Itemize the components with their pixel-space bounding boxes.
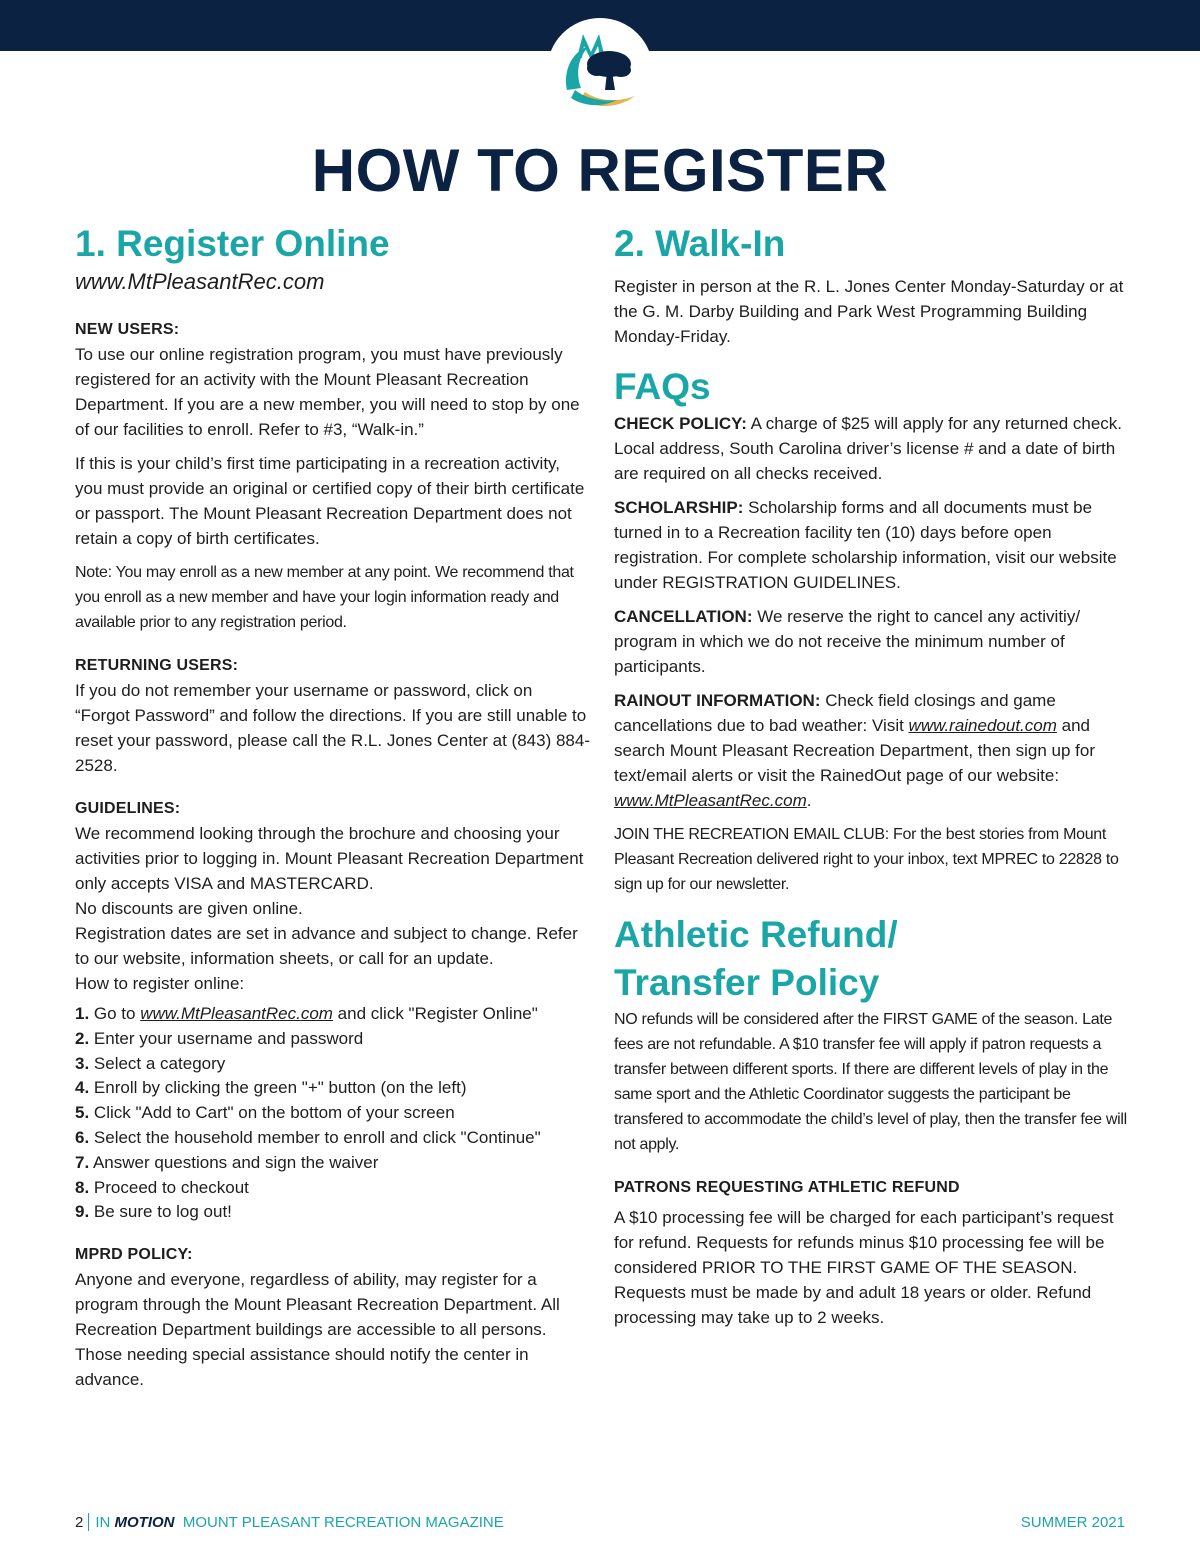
new-users-text: To use our online registration program, you must have previously registered for an activity with the Mount Pleasant Recreation Department. If you are a new member, you will need to stop by one of our facilities to enroll. Refer to #3, “Walk-in.” — [75, 345, 580, 439]
rainedout-link[interactable]: www.rainedout.com — [908, 716, 1057, 735]
list-item: 3. Select a category — [75, 1053, 226, 1073]
guidelines-text-1: We recommend looking through the brochure and choosing your activities prior to logging in. Mount Pleasant Recreation Department only accepts VISA and MASTERCARD. — [75, 824, 584, 893]
list-item: 4. Enroll by clicking the green "+" button (on the left) — [75, 1078, 467, 1098]
guidelines-text-3: Registration dates are set in advance and subject to change. Refer to our website, information sheets, or call for an update. — [75, 924, 578, 968]
refund-heading: Athletic Refund/ Transfer Policy — [614, 914, 898, 1003]
walk-in-text: Register in person at the R. L. Jones Center Monday-Saturday or at the G. M. Darby Building and Park West Programming Building Monday-Friday. — [614, 277, 1124, 346]
page-number: 2 — [75, 1514, 84, 1531]
register-online-heading: 1. Register Online — [75, 223, 390, 264]
website-url: www.MtPleasantRec.com — [75, 269, 325, 294]
list-item: 1. Go to www.MtPleasantRec.com and click "Register Online" — [75, 1004, 538, 1023]
new-users-label: NEW USERS: — [75, 321, 180, 338]
footer-divider — [88, 1513, 89, 1531]
patrons-refund-label: PATRONS REQUESTING ATHLETIC REFUND — [614, 1179, 960, 1196]
returning-users-label: RETURNING USERS: — [75, 657, 239, 674]
email-club-text: JOIN THE RECREATION EMAIL CLUB: For the best stories from Mount Pleasant Recreation delivered right to your inbox, text MPREC to 22828 to sign up for our newsletter. — [614, 826, 1119, 893]
returning-users-text: If you do not remember your username or password, click on “Forgot Password” and follow the directions. If you are still unable to reset your password, please call the R.L. Jones Center at (843) 884-2528. — [75, 681, 590, 775]
website-link[interactable]: www.MtPleasantRec.com — [614, 791, 807, 810]
guidelines-text-2: No discounts are given online. — [75, 899, 303, 918]
patrons-refund-text: A $10 processing fee will be charged for each participant’s request for refund. Requests for refunds minus $10 processing fee will be considered PRIOR TO THE FIRST GAME OF THE SEASON. Requests must be made by and adult 18 years or older. Refund processing may take up to 2 weeks. — [614, 1208, 1114, 1327]
enroll-note: Note: You may enroll as a new member at any point. We recommend that you enroll as a new member and have your login information ready and available prior to any registration period. — [75, 564, 574, 631]
list-item: 8. Proceed to checkout — [75, 1177, 249, 1197]
scholarship-policy: SCHOLARSHIP: Scholarship forms and all documents must be turned in to a Recreation facility ten (10) days before open registration. For complete scholarship information, visit our website under REGISTRATION GUIDELINES. — [614, 498, 1117, 592]
check-policy: CHECK POLICY: A charge of $25 will apply for any returned check. Local address, South Carolina driver’s license # and a date of birth are required on all checks received. — [614, 414, 1123, 483]
magazine-name: MOTION — [114, 1514, 175, 1531]
magazine-title: MOUNT PLEASANT RECREATION MAGAZINE — [182, 1514, 504, 1531]
list-item: 5. Click "Add to Cart" on the bottom of your screen — [75, 1103, 455, 1123]
faqs-heading: FAQs — [614, 366, 711, 407]
right-column — [614, 220, 1134, 1330]
list-item: 2. Enter your username and password — [75, 1028, 364, 1048]
list-item: 7. Answer questions and sign the waiver — [75, 1152, 379, 1172]
mprd-logo-icon — [557, 28, 643, 114]
page-title: HOW TO REGISTER — [311, 137, 889, 204]
registration-steps — [75, 1002, 590, 1225]
cancellation-policy: CANCELLATION: We reserve the right to cancel any activitiy/ program in which we do not receive the minimum number of participants. — [614, 607, 1081, 676]
left-column — [75, 220, 590, 1392]
footer-magazine: 2 IN MOTION MOUNT PLEASANT RECREATION MAGAZINE — [75, 1514, 504, 1531]
mprd-policy-label: MPRD POLICY: — [75, 1246, 193, 1264]
list-item: 9. Be sure to log out! — [75, 1202, 232, 1222]
walk-in-heading: 2. Walk-In — [614, 223, 786, 264]
website-link[interactable]: www.MtPleasantRec.com — [140, 1004, 333, 1023]
guidelines-label: GUIDELINES: — [75, 800, 181, 817]
mprd-policy-text: Anyone and everyone, regardless of ability, may register for a program through the Mount Pleasant Recreation Department. All Recreation Department buildings are accessible to all persons. Those needing special assistance should notify the center in advance. — [75, 1270, 560, 1390]
guidelines-text-4: How to register online: — [75, 974, 245, 993]
birth-certificate-text: If this is your child’s first time participating in a recreation activity, you must provide an original or certified copy of their birth certificate or passport. The Mount Pleasant Recreation Department does not retain a copy of birth certificates. — [75, 454, 585, 548]
rainout-information: RAINOUT INFORMATION: Check field closings and game cancellations due to bad weather: Visit www.rainedout.com and search Mount Pleasant Recreation Department, then sign up for text/email alerts or visit the RainedOut page of our website: www.MtPleasantRec.com. — [614, 691, 1095, 810]
list-item: 6. Select the household member to enroll and click "Continue" — [75, 1127, 541, 1147]
refund-text: NO refunds will be considered after the FIRST GAME of the season. Late fees are not refundable. A $10 transfer fee will apply if patron requests a transfer between different sports. If there are different levels of play in the same sport and the Athletic Coordinator suggests the participant be transfered to accommodate the child’s level of play, then the transfer fee will not apply. — [614, 1011, 1127, 1153]
footer-season: SUMMER 2021 — [1020, 1514, 1125, 1531]
